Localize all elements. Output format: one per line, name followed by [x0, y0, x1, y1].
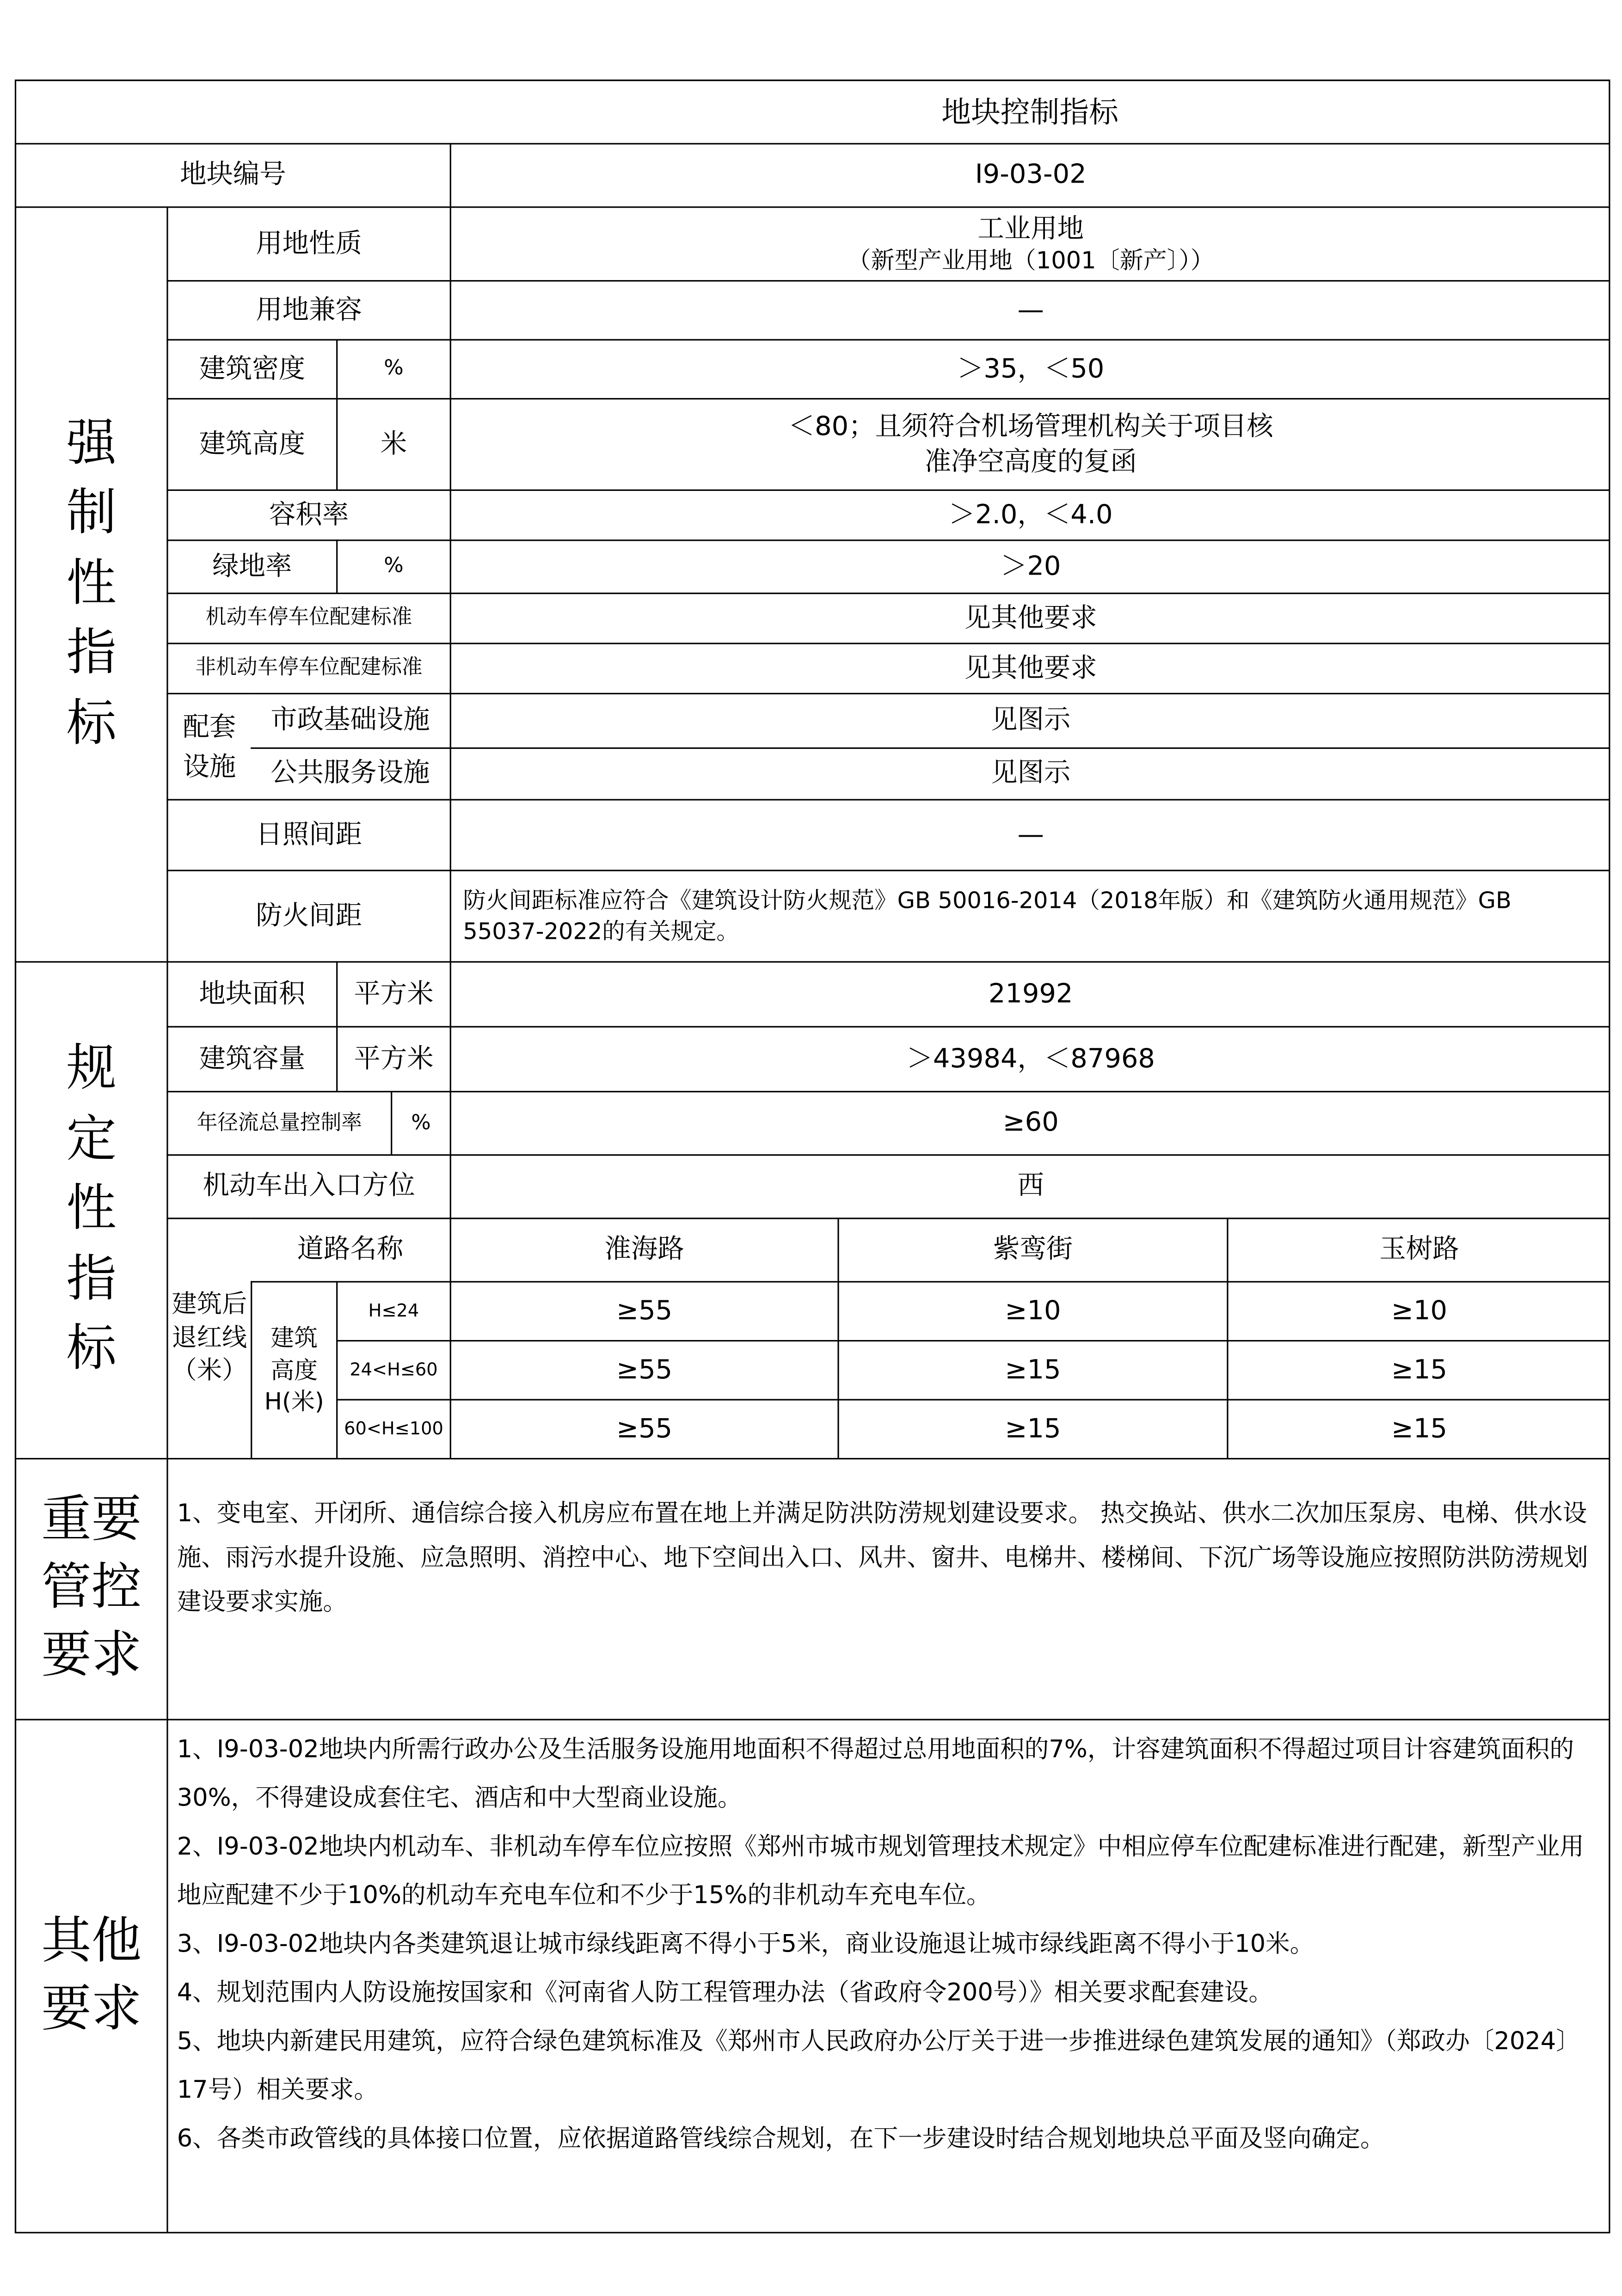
bike-parking-label: 非机动车停车位配建标准: [166, 643, 449, 692]
area-unit: 平方米: [336, 961, 450, 1026]
compatibility-value: —: [450, 280, 1610, 339]
height-range-1: H≤24: [336, 1281, 450, 1340]
land-use-value: [450, 206, 1610, 280]
capacity-unit: 平方米: [336, 1026, 450, 1091]
green-label: 绿地率: [166, 539, 336, 593]
height-value: [450, 398, 1610, 490]
setback-cell: ≥15: [837, 1340, 1227, 1399]
density-unit: %: [336, 339, 450, 398]
facilities-label: 配套设施: [166, 693, 251, 799]
parcel-id-value: I9-03-02: [450, 143, 1610, 206]
road-name-header: 道路名称: [251, 1218, 450, 1281]
mandatory-section-label: 强制性指标: [15, 206, 166, 961]
sunlight-value: —: [450, 799, 1610, 869]
green-value: ＞20: [450, 539, 1610, 593]
density-value: ＞35，＜50: [450, 339, 1610, 398]
area-value: 21992: [450, 961, 1610, 1026]
key-controls-paragraph: 1、变电室、开闭所、通信综合接入机房应布置在地上并满足防洪防涝规划建设要求。 热交换站、供水二次加压泵房、电梯、供水设施、雨污水提升设施、应急照明、消控中心、地下空间出入口、风井、窗井、电梯井、楼梯间、下沉广场等设施应按照防洪防涝规划建设要求实施。: [177, 1499, 1588, 1616]
other-item-5: 5、地块内新建民用建筑，应符合绿色建筑标准及《郑州市人民政府办公厅关于进一步推进绿色建筑发展的通知》（郑政办〔2024〕17号）相关要求。: [177, 2027, 1580, 2104]
green-unit: %: [336, 539, 450, 593]
municipal-label: 市政基础设施: [251, 693, 450, 747]
setback-cell: ≥10: [837, 1281, 1227, 1340]
car-parking-label: 机动车停车位配建标准: [166, 593, 449, 643]
other-item-6: 6、各类市政管线的具体接口位置，应依据道路管线综合规划，在下一步建设时结合规划地块总平面及竖向确定。: [177, 2124, 1385, 2153]
height-range-2: 24<H≤60: [336, 1340, 450, 1399]
setback-cell: ≥55: [450, 1340, 838, 1399]
far-value: ＞2.0，＜4.0: [450, 490, 1610, 539]
runoff-label: 年径流总量控制率: [166, 1091, 391, 1154]
far-label: 容积率: [166, 490, 449, 539]
other-item-1: 1、I9-03-02地块内所需行政办公及生活服务设施用地面积不得超过总用地面积的7%，计容建筑面积不得超过项目计容建筑面积的30%，不得建设成套住宅、酒店和中大型商业设施。: [177, 1735, 1574, 1812]
height-line1: ＜80；且须符合机场管理机构关于项目核: [788, 411, 1273, 443]
capacity-label: 建筑容量: [166, 1026, 336, 1091]
capacity-value: ＞43984，＜87968: [450, 1026, 1610, 1091]
compatibility-label: 用地兼容: [166, 280, 449, 339]
setback-cell: ≥55: [450, 1399, 838, 1458]
height-line2: 准净空高度的复函: [924, 446, 1137, 477]
setback-cell: ≥10: [1227, 1281, 1610, 1340]
land-use-line2: （新型产业用地（1001〔新产〕））: [847, 245, 1214, 274]
road-header-1: 淮海路: [450, 1218, 838, 1281]
runoff-value: ≥60: [450, 1091, 1610, 1154]
setback-label: 建筑后退红线（米）: [166, 1218, 251, 1458]
density-label: 建筑密度: [166, 339, 336, 398]
setback-cell: ≥15: [1227, 1340, 1610, 1399]
sheet-title: 地块控制指标: [15, 80, 1610, 143]
municipal-value: 见图示: [450, 693, 1610, 747]
public-service-label: 公共服务设施: [251, 747, 450, 799]
fire-value: 防火间距标准应符合《建筑设计防火规范》GB 50016-2014（2018年版）和《建筑防火通用规范》GB 55037-2022的有关规定。: [450, 870, 1610, 961]
key-controls-section-label: 重要管控要求: [15, 1458, 166, 1719]
road-header-2: 紫鸾街: [837, 1218, 1227, 1281]
entrance-value: 西: [450, 1154, 1610, 1218]
setback-cell: ≥15: [837, 1399, 1227, 1458]
height-unit: 米: [336, 398, 450, 490]
setback-cell: ≥55: [450, 1281, 838, 1340]
road-header-3: 玉树路: [1227, 1218, 1610, 1281]
height-label: 建筑高度: [166, 398, 336, 490]
bike-parking-value: 见其他要求: [450, 643, 1610, 692]
land-use-line1: 工业用地: [977, 214, 1084, 245]
sunlight-label: 日照间距: [166, 799, 449, 869]
other-item-2: 2、I9-03-02地块内机动车、非机动车停车位应按照《郑州市城市规划管理技术规定》中相应停车位配建标准进行配建，新型产业用地应配建不少于10%的机动车充电车位和不少于15%的非机动车充电车位。: [177, 1832, 1584, 1909]
other-item-3: 3、I9-03-02地块内各类建筑退让城市绿线距离不得小于5米，商业设施退让城市绿线距离不得小于10米。: [177, 1929, 1315, 1958]
other-section-label: 其他要求: [15, 1719, 166, 2233]
setback-cell: ≥15: [1227, 1399, 1610, 1458]
parcel-id-label: 地块编号: [15, 143, 450, 206]
car-parking-value: 见其他要求: [450, 593, 1610, 643]
other-requirements-list: [166, 1719, 1610, 2233]
height-range-3: 60<H≤100: [336, 1399, 450, 1458]
fire-label: 防火间距: [166, 870, 449, 961]
key-controls-text: [166, 1458, 1610, 1719]
area-label: 地块面积: [166, 961, 336, 1026]
land-use-label: 用地性质: [166, 206, 449, 280]
height-range-label: 建筑高度H(米): [251, 1281, 336, 1458]
guidance-section-label: 规定性指标: [15, 961, 166, 1458]
runoff-unit: %: [391, 1091, 450, 1154]
other-item-4: 4、规划范围内人防设施按国家和《河南省人防工程管理办法（省政府令200号）》相关要求配套建设。: [177, 1978, 1273, 2007]
public-service-value: 见图示: [450, 747, 1610, 799]
entrance-label: 机动车出入口方位: [166, 1154, 449, 1218]
